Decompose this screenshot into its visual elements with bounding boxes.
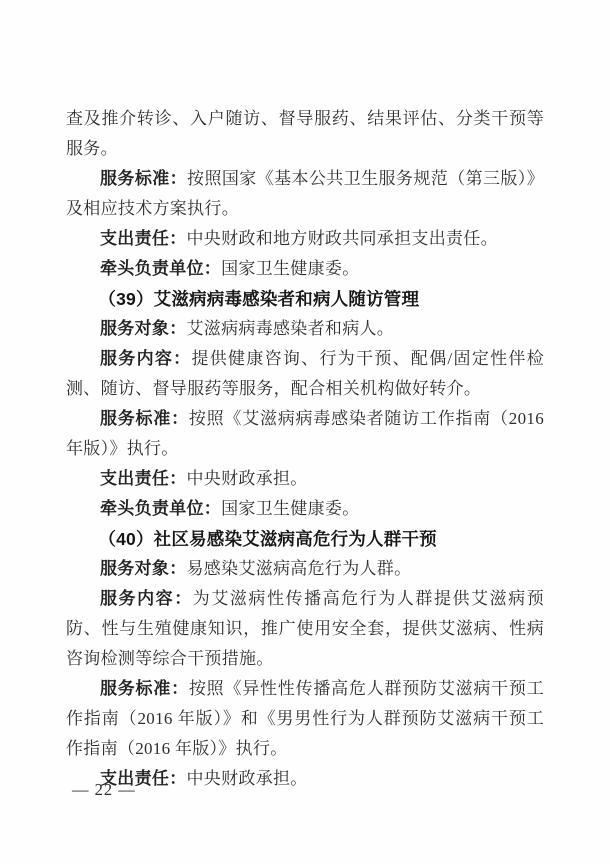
paragraph-lead-unit [66, 494, 544, 524]
paragraph-service-target [66, 554, 544, 584]
paragraph-service-standard [66, 404, 544, 464]
field-text: 国家卫生健康委。 [221, 499, 360, 518]
field-text: 为艾滋病性传播高危行为人群提供艾滋病预防、性与生殖健康知识，推广使用安全套，提供艾滋病、性病咨询检测等综合干预措施。 [66, 589, 545, 668]
field-label: 服务内容： [100, 349, 192, 368]
field-label: 服务对象： [100, 319, 187, 338]
paragraph-expenditure-responsibility [66, 464, 544, 494]
field-text: 易感染艾滋病高危行为人群。 [186, 559, 412, 578]
section-heading-40: （40）社区易感染艾滋病高危行为人群干预 [98, 529, 437, 549]
field-text: 中央财政承担。 [186, 769, 308, 788]
page-number: — 22 — [72, 780, 136, 799]
paragraph-expenditure-responsibility [66, 224, 544, 254]
field-label: 服务内容： [100, 589, 193, 608]
section-heading-39: （39）艾滋病病毒感染者和病人随访管理 [98, 289, 420, 309]
field-label: 牵头负责单位： [100, 259, 222, 278]
document-body [66, 104, 544, 794]
field-label: 支出责任： [100, 769, 187, 788]
paragraph-lead-unit [66, 254, 544, 284]
field-text: 国家卫生健康委。 [221, 259, 360, 278]
field-label: 支出责任： [100, 229, 187, 248]
paragraph-service-target [66, 314, 544, 344]
field-text: 中央财政承担。 [186, 469, 308, 488]
field-text: 按照《艾滋病病毒感染者随访工作指南（2016 年版）》执行。 [66, 409, 544, 458]
field-text: 按照国家《基本公共卫生服务规范（第三版）》及相应技术方案执行。 [66, 169, 544, 218]
paragraph-service-content [66, 344, 544, 404]
paragraph-service-standard [66, 674, 544, 764]
field-text: 按照《异性性传播高危人群预防艾滋病干预工作指南（2016 年版）》和《男男性行为人群预防艾滋病干预工作指南（2016 年版）》执行。 [66, 679, 545, 758]
field-text: 中央财政和地方财政共同承担支出责任。 [186, 229, 498, 248]
field-label: 支出责任： [100, 469, 187, 488]
paragraph-service-standard [66, 164, 544, 224]
field-label: 服务标准： [100, 679, 189, 698]
field-label: 服务对象： [100, 559, 187, 578]
field-label: 牵头负责单位： [100, 499, 222, 518]
field-text: 艾滋病病毒感染者和病人。 [186, 319, 395, 338]
field-text: 提供健康咨询、行为干预、配偶/固定性伴检测、随访、督导服药等服务，配合相关机构做好转介。 [66, 349, 544, 398]
paragraph-service-content [66, 584, 544, 674]
paragraph-continuation: 查及推介转诊、入户随访、督导服药、结果评估、分类干预等服务。 [66, 109, 544, 158]
field-label: 服务标准： [100, 169, 188, 188]
field-label: 服务标准： [100, 409, 189, 428]
paragraph-expenditure-responsibility [66, 764, 544, 794]
